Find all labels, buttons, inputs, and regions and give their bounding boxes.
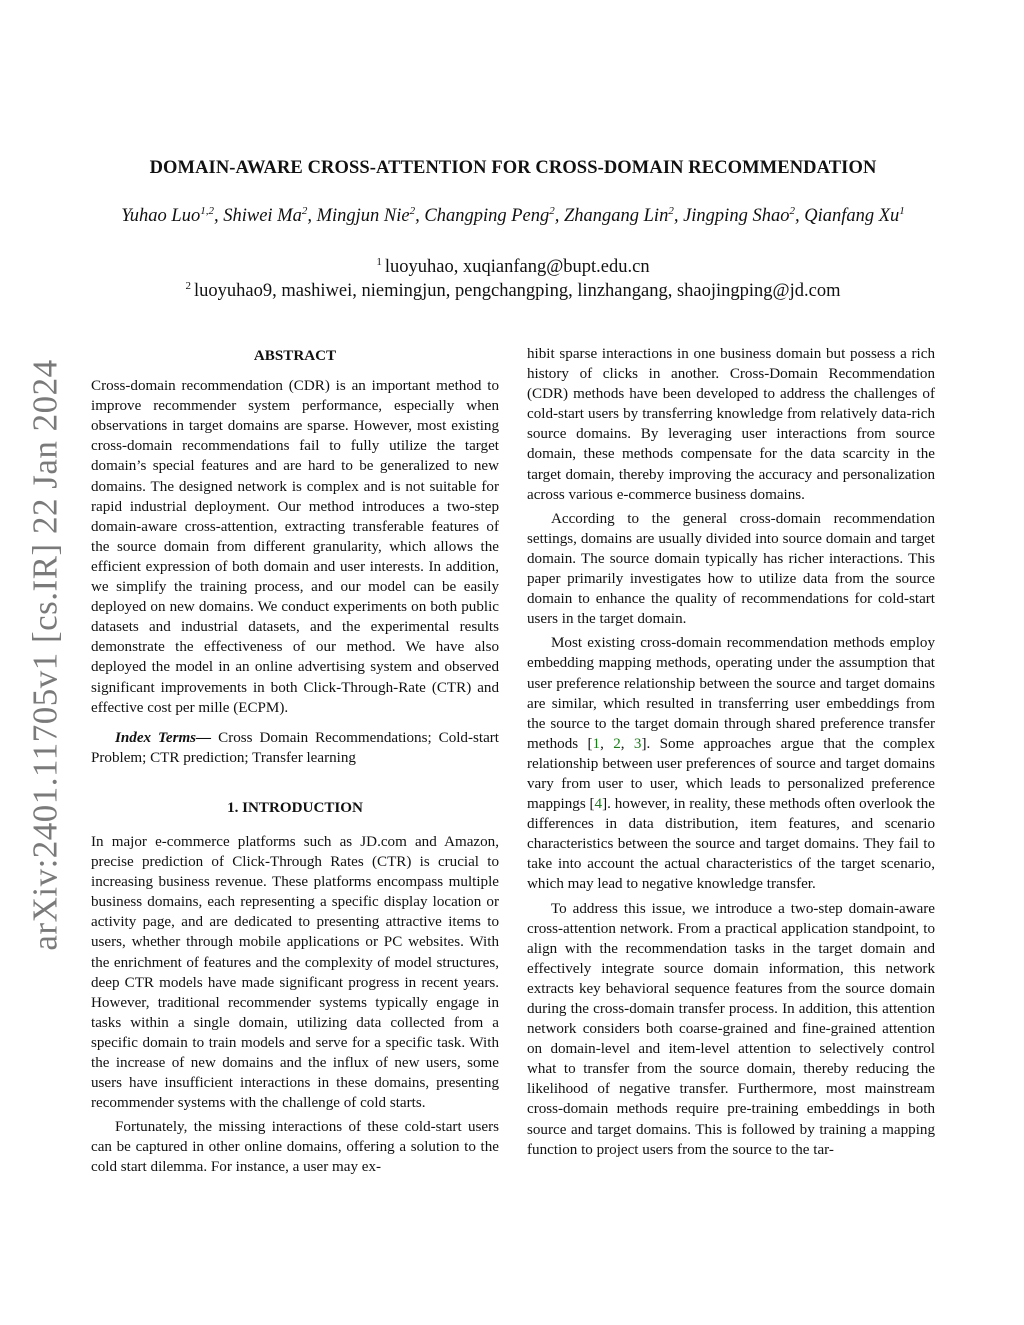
author-list: Yuhao Luo$^{1,2}$, Shiwei Ma$^2$, Mingjun Nie$^2$, Changping Peng$^2$, Zhangang Lin$^2$, Jingping Shao$^2$, Qianfang Xu$^1$: [121, 205, 905, 227]
author: Jingping Shao$^2$: [683, 205, 795, 227]
affiliation-1: $^1$ luoyuhao, xuqianfang@bupt.edu.cn: [376, 256, 650, 278]
author: Mingjun Nie$^2$: [316, 205, 416, 227]
intro-paragraph: Most existing cross-domain recommendation methods employ embedding mapping methods, operating under the assumption that user preference relationship between the source and target domains are similar, which resulted in transferring user embeddings from the source to the target domain through shared preference transfer methods [1, 2, 3]. Some approaches argue that the complex relationship between user preferences of source and target domains vary from user to user, which leads to personalized preference mappings [4]. however, in reality, these methods often overlook the differences in data distribution, item features, and scenario characteristics between the source and target domains. They fail to take into account the actual characteristics of the target scenario, which may lead to negative knowledge transfer.: [527, 635, 936, 893]
author: Zhangang Lin$^2$: [563, 205, 674, 227]
citation-link[interactable]: 1: [592, 735, 601, 752]
intro-paragraph: Fortunately, the missing interactions of these cold-start users can be captured in other online domains, offering a solution to the cold start dilemma. For instance, a user may ex-: [91, 1119, 499, 1176]
arxiv-id-text: arXiv:2401.11705v1 [cs.IR] 22 Jan 2024: [26, 359, 65, 951]
citation-link[interactable]: 4: [594, 796, 603, 813]
affiliation-2: $^2$ luoyuhao9, mashiwei, niemingjun, pengchangping, linzhangang, shaojingping@jd.com: [185, 280, 841, 302]
arxiv-watermark: [22, 359, 70, 951]
citation-link[interactable]: 3: [633, 735, 642, 752]
paper-title: DOMAIN-AWARE CROSS-ATTENTION FOR CROSS-DOMAIN RECOMMENDATION: [149, 158, 877, 178]
citation-link[interactable]: 2: [613, 735, 621, 752]
intro-paragraph: In major e-commerce platforms such as JD.com and Amazon, precise prediction of Click-Through Rates (CTR) is crucial to increasing business revenue. These platforms encompass multiple business domains, each representing a specific display location or activity page, and are dedicated to presenting attractive items to users, whether through mobile applications or PC websites. With the enrichment of features and the complexity of model structures, deep CTR models have made significant progress in recent years. However, traditional recommender systems typically engage in tasks within a single domain, utilizing data collected from a specific domain to train models and serve for a specific task. With the increase of new domains and the influx of new users, some users have insufficient interactions in these domains, presenting recommender systems with the challenge of cold starts.: [91, 833, 499, 1112]
right-column: [527, 344, 935, 1160]
index-terms: Index Terms— Cross Domain Recommendations; Cold-start Problem; CTR prediction; Transfer learning: [91, 729, 499, 766]
left-column: [91, 344, 499, 1178]
abstract-heading: ABSTRACT: [253, 348, 337, 364]
author: Shiwei Ma$^2$: [223, 205, 308, 227]
abstract-text: Cross-domain recommendation (CDR) is an important method to improve recommender system performance, especially when observations in target domains are sparse. However, most existing cross-domain recommendations fail to fully utilize the target domain’s special features and are hard to be generalized to new domains. The designed network is complex and is not suitable for rapid industrial deployment. Our method introduces a two-step domain-aware cross-attention, extracting transferable features of the source domain from different granularity, which allows the efficient expression of both domain and user interests. In addition, we simplify the training process, and our model can be easily deployed on new domains. We conduct experiments on both public datasets and industrial datasets, and the experimental results demonstrate the effectiveness of our method. We have also deployed the model in an online advertising system and observed significant improvements in both Click-Through-Rate (CTR) and effective cost per mille (ECPM).: [91, 378, 499, 716]
intro-paragraph: To address this issue, we introduce a two-step domain-aware cross-attention network. From a practical application standpoint, to align with the recommendation tasks in the target domain and effectively integrate source domain information, this network extracts key behavioral sequence features from the source domain during the cross-domain transfer process. In addition, this attention network considers both coarse-grained and fine-grained attention on domain-level and item-level attention to selectively control what to transfer from the source domain, thereby reducing the likelihood of negative transfer. Furthermore, most mainstream cross-domain methods require pre-training embeddings in both source and target domains. This is followed by training a mapping function to project users from the source to the tar-: [527, 900, 935, 1158]
author: Yuhao Luo$^{1,2}$: [121, 205, 214, 227]
intro-paragraph-continued: hibit sparse interactions in one business domain but possess a rich history of clicks in another. Cross-Domain Recommendation (CDR) methods have been developed to address the challenges of cold-start users by transferring knowledge from relatively data-rich source domains. By leveraging user interactions from source domain, these methods compensate for the data scarcity in the target domain, thereby improving the accuracy and personalization across various e-commerce business domains.: [527, 346, 935, 503]
introduction-heading: 1. INTRODUCTION: [227, 799, 363, 816]
intro-paragraph: According to the general cross-domain recommendation settings, domains are usually divided into source domain and target domain. The source domain typically has richer interactions. This paper primarily investigates how to utilize data from the source domain to enhance the quality of recommendations for cold-start users in the target domain.: [527, 510, 935, 628]
author: Changping Peng$^2$: [424, 205, 555, 227]
author: Qianfang Xu$^1$: [804, 205, 905, 227]
